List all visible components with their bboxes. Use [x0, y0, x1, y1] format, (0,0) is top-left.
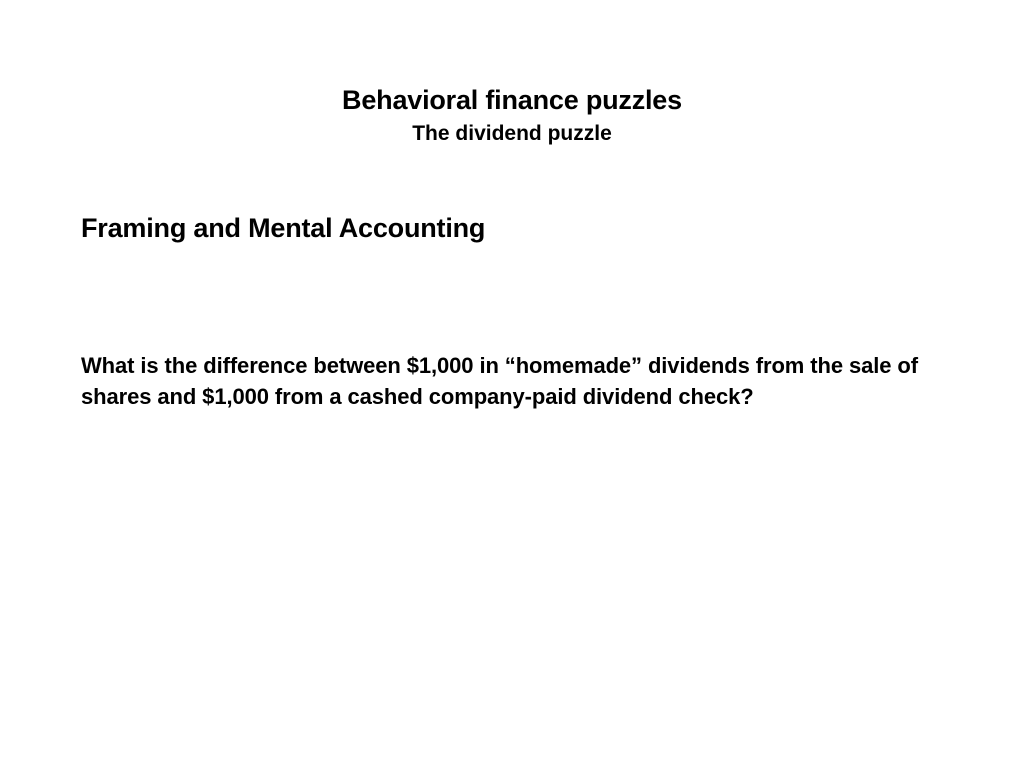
section-heading: Framing and Mental Accounting	[81, 213, 486, 243]
body-question-text: What is the difference between $1,000 in “homemade” dividends from the sale of shares and $1,000 from a cashed company-paid dividend check?	[81, 353, 918, 409]
slide-subtitle: The dividend puzzle	[412, 122, 612, 145]
slide-title: Behavioral finance puzzles	[342, 85, 682, 115]
